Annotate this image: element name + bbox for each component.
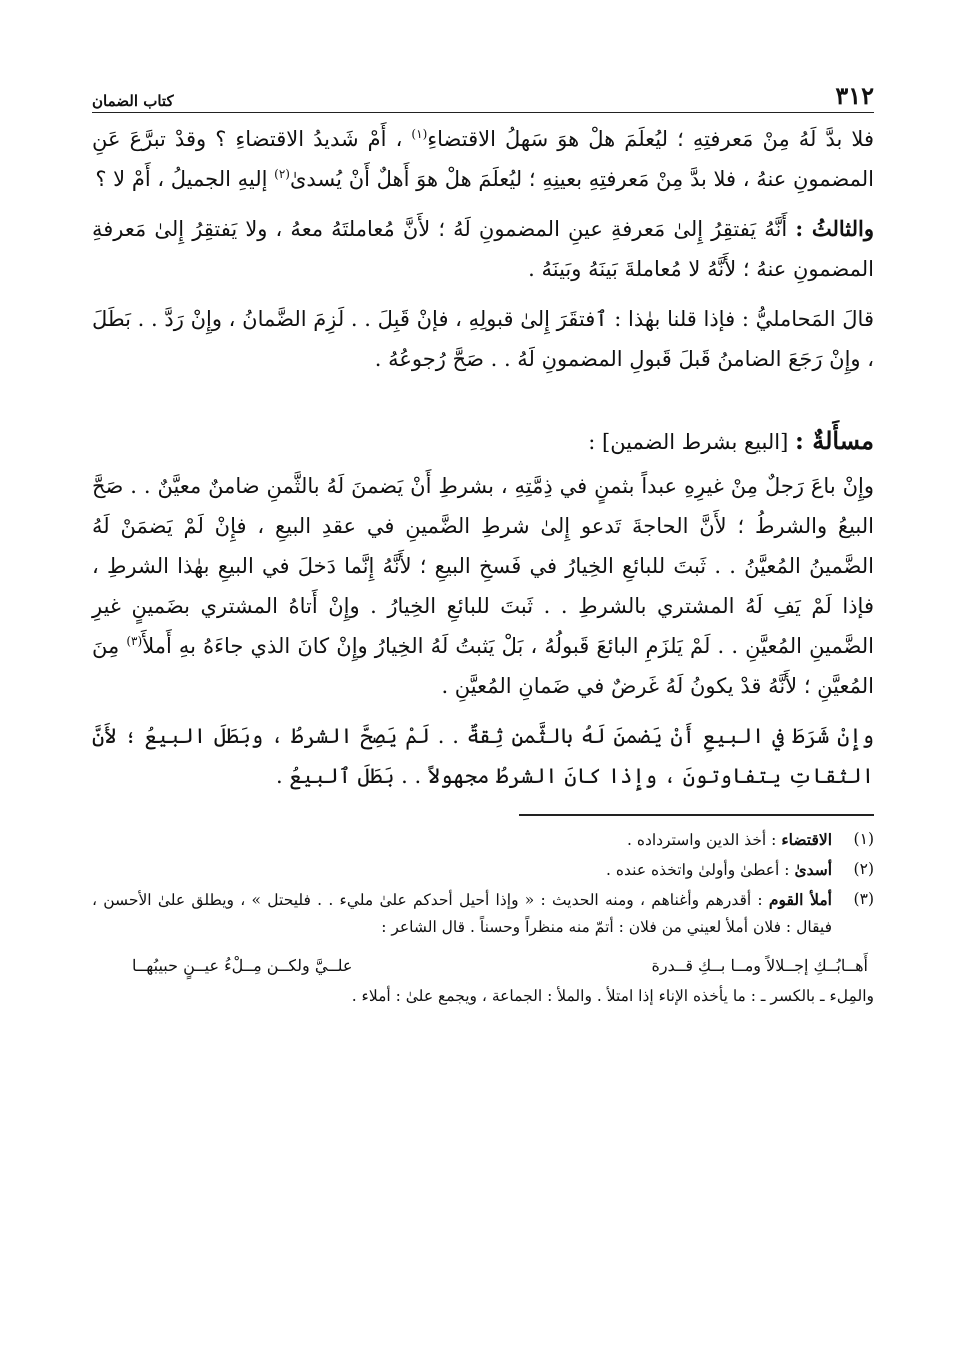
footnote-number: (١)	[853, 830, 874, 848]
section-paragraph-1: وإِنْ باعَ رَجلٌ مِنْ غيرِهِ عبداً بثمنٍ في ذِمَّتِهِ ، بشرطِ أَنْ يَضمنَ لَهُ بالثَّمنِ ضامنٌ معيَّنٌ . . صَحَّ البيعُ والشرطُ ؛ لأَنَّ الحاجةَ تَدعو إِلىٰ شرطِ الضَّمينِ في عقدِ البيعِ ، فإِنْ لَمْ يَضمَنْ لَهُ الضَّمينُ المُعيَّنُ . . ثَبتَ للبائعِ الخِيارُ في فَسخِ البيعِ ؛ لأَنَّهُ إِنَّما دَخلَ في البيعِ بهٰذا الشرطِ ، فإذا لَمْ يَفِ لَهُ المشتري بالشرطِ . . ثَبتَ للبائعِ الخِيارُ . وإِنْ أَتاهُ المشتري بضَمينٍ غيرِ الضَّمينِ المُعيَّنِ . . لَمْ يَلزَمِ البائعَ قَبولُهُ ، بَلْ يَثبتُ لَهُ الخِيارُ وإِنْ كانَ الذي جاءَهُ بهِ أَملأَ$^{(٣)}$ مِنَ المُعيَّنِ ؛ لأَنَّهُ قدْ يكونُ لَهُ غَرضٌ في ضَمانِ المُعيَّنِ .	[92, 474, 874, 698]
running-title: كتاب الضمان	[92, 92, 174, 110]
footnote-number: (٣)	[853, 890, 874, 908]
verse-second-hemistich: علــيَّ ولكــن مِــلْءُ عيــنٍ حبيبُهــا	[132, 956, 353, 975]
paragraph-2: والثالثُ : أَنَّهُ يَفتقِرُ إِلىٰ مَعرفةِ عينِ المضمونِ لَهُ ؛ لأَنَّ مُعاملتَهُ معهُ ، ولا يَفتقِرُ إِلىٰ مَعرفةِ المضمونِ عنهُ ؛ لأَنَّهُ لا مُعاملةَ بَينَهُ وبَينَهُ .	[92, 216, 874, 281]
paragraph-3: قالَ المَحامليُّ : فإذا قلنا بهٰذا : ٱفتقَرَ إِلىٰ قبولِهِ ، فإنْ قَبِلَ . . لَزِمَ الضَّمانُ ، وإِنْ رَدَّ . . بَطَلَ ، وإِنْ رَجَعَ الضامنُ قَبلَ قَبولِ المضمونِ لَهُ . . صَحَّ رُجوعُهُ .	[92, 307, 874, 371]
section-paragraph-2: وإِنْ شَرَطَ في البيعِ أَنْ يَضمنَ لَهُ بالثَّمنِ ثِقةٌ . . لَمْ يَصِحَّ الشرطُ ، وبَطَلَ البيعُ ؛ لأَنَّ الثقاتِ يتفاوتونَ ، وإِذا كانَ الشرطُ مجهولاً . . بَطَلَ ٱلبيعُ .	[92, 724, 874, 788]
footnote-continuation: والمِلء ـ بالكسر ـ : ما يأخذه الإناء إذا امتلأ . والملأ : الجماعة ، ويجمع علىٰ : أملاء .	[351, 987, 874, 1005]
footnote-term: أملأ القوم	[768, 890, 832, 909]
footnote-ref-1: (١)	[411, 127, 428, 141]
footnote-divider	[519, 814, 874, 816]
page-number: ٣١٢	[835, 81, 874, 110]
footnote-2: (٢) أسدىٰ : أعطىٰ وأولىٰ واتخذه عنده .	[92, 856, 874, 884]
footnote-ref-3: (٣)	[126, 634, 143, 648]
document-page	[92, 76, 874, 1296]
page-header	[92, 76, 874, 113]
footnote-term: أسدىٰ	[794, 860, 832, 879]
footnote-3: (٣) أملأ القوم : أقدرهم وأغناهم ، ومنه الحديث : « وإذا أحيل أحدكم علىٰ مليء . . فليحتل » ، ويطلق علىٰ الأحسن ، فيقال : فلان أملأ لعيني من فلان : أتمّ منه منظراً وحسناً . قال الشاعر :	[92, 886, 874, 941]
verse-first-hemistich: أَهــابُــكِ إجــلالاً ومــا بــكِ قــدرة	[651, 956, 868, 975]
paragraph-1: فلا بدَّ لَهُ مِنْ مَعرفتِهِ ؛ ليُعلَمَ هلْ هوَ سَهلُ الاقتضاءِ$^{(١)}$ ، أَمْ شَديدُ الاقتضاءِ ؟ وقدْ تبرَّعَ عَنِ المضمونِ عنهُ ، فلا بدَّ مِنْ مَعرفتِهِ بعينِهِ ؛ ليُعلَمَ هلْ هوَ أَهلٌ أَنْ يُسدىٰ$^{(٢)}$ إليهِ الجميلُ ، أَمْ لا ؟	[92, 127, 874, 191]
footnotes	[92, 826, 874, 1010]
section-heading	[92, 421, 874, 462]
footnote-1: (١) الاقتضاء : أخذ الدين واسترداده .	[92, 826, 874, 854]
poetry-verse	[132, 951, 868, 981]
footnote-ref-2: (٢)	[274, 167, 290, 181]
footnote-number: (٢)	[853, 860, 874, 878]
footnote-term: الاقتضاء	[781, 830, 832, 849]
main-text	[92, 119, 874, 796]
section-subtitle: [البيع بشرط الضمين] :	[588, 430, 789, 454]
paragraph-2-lead: والثالثُ :	[795, 216, 874, 241]
section-title: مسأَلةٌ :	[795, 426, 874, 455]
